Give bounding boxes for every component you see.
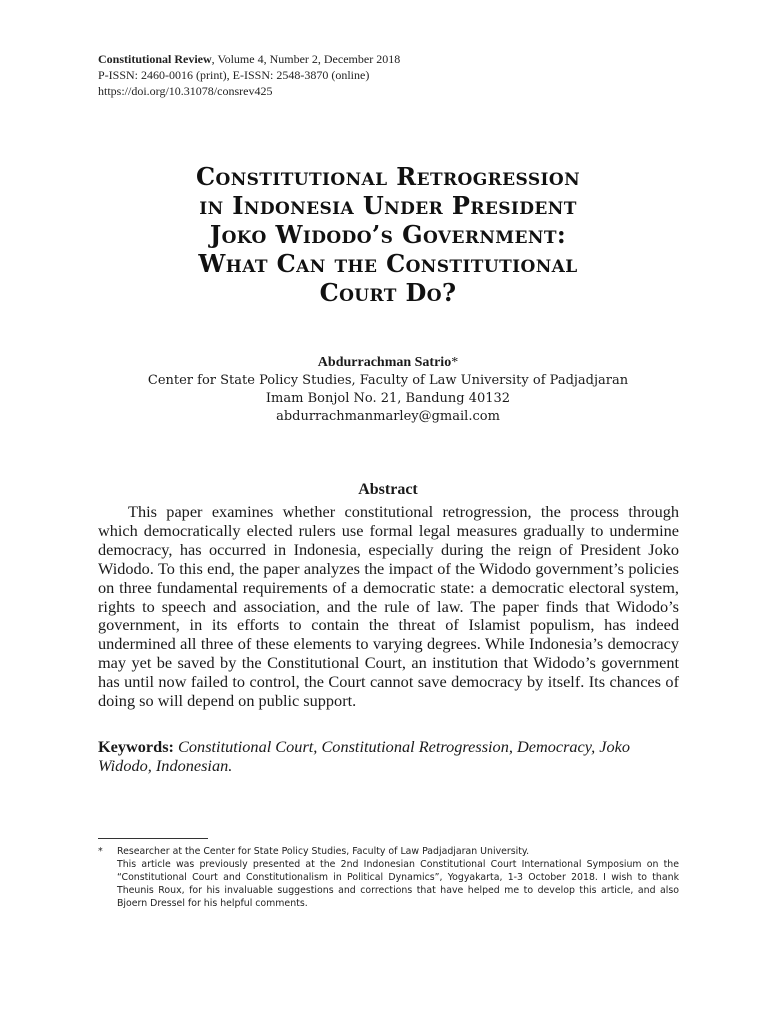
author-email[interactable]: abdurrachmanmarley@gmail.com <box>276 409 500 424</box>
abstract-heading: Abstract <box>358 481 418 498</box>
footnote-text <box>117 845 679 910</box>
author-name-line <box>98 354 678 372</box>
author-name: Abdurrachman Satrio <box>317 355 452 370</box>
title-line: in Indonesia Under President <box>199 191 577 220</box>
author-address: Imam Bonjol No. 21, Bandung 40132 <box>265 391 511 406</box>
author-footnote-marker[interactable]: * <box>451 355 459 370</box>
journal-issn: P-ISSN: 2460-0016 (print), E-ISSN: 2548-3870 (online) <box>98 68 370 82</box>
footnote-line-2: This article was previously presented at the 2nd Indonesian Constitutional Court International Symposium on the “Constitutional Court and Constitutionalism in Political Dynamics”, Yogyakarta, 1-3 October 2018. I wish to thank Theunis Roux, for his invaluable suggestions and corrections that have helped me to develop this article, and also Bjoern Dressel for his helpful comments. <box>117 859 679 909</box>
journal-volume: , Volume 4, Number 2, December 2018 <box>211 52 401 66</box>
journal-header <box>98 51 400 99</box>
keywords-list: Constitutional Court, Constitutional Retrogression, Democracy, Joko Widodo, Indonesian. <box>98 737 630 775</box>
footnote-divider <box>98 838 208 839</box>
journal-doi[interactable]: https://doi.org/10.31078/consrev425 <box>98 84 273 98</box>
title-line: Joko Widodo’s Government: <box>209 220 567 249</box>
abstract-text: This paper examines whether constitutional retrogression, the process through which democratically elected rulers use formal legal measures gradually to undermine democracy, has occurred in Indonesia, especially during the reign of President Joko Widodo. To this end, the paper analyzes the impact of the Widodo government’s policies on three fundamental requirements of a democratic state: a democratic electoral system, rights to speech and association, and the rule of law. The paper finds that Widodo’s government, in its efforts to contain the threat of Islamist populism, has indeed undermined all three of these elements to varying degrees. While Indonesia’s democracy may yet be saved by the Constitutional Court, an institution that Widodo’s government has until now failed to control, the Court cannot save democracy by itself. Its chances of doing so will depend on public support. <box>98 502 679 711</box>
keywords-label: Keywords: <box>98 737 174 756</box>
footnote <box>98 845 679 910</box>
keywords <box>98 737 679 775</box>
author-block <box>98 354 678 426</box>
footnote-marker: * <box>98 846 103 857</box>
journal-citation <box>98 51 400 67</box>
paper-title <box>98 162 678 307</box>
title-line: What Can the Constitutional <box>198 249 578 278</box>
title-line: Court Do? <box>319 278 457 307</box>
footnote-line-1: Researcher at the Center for State Policy Studies, Faculty of Law Padjadjaran University. <box>117 846 530 857</box>
author-affiliation: Center for State Policy Studies, Faculty of Law University of Padjadjaran <box>147 373 629 388</box>
journal-name: Constitutional Review <box>98 52 212 66</box>
title-line: Constitutional Retrogression <box>195 162 581 191</box>
